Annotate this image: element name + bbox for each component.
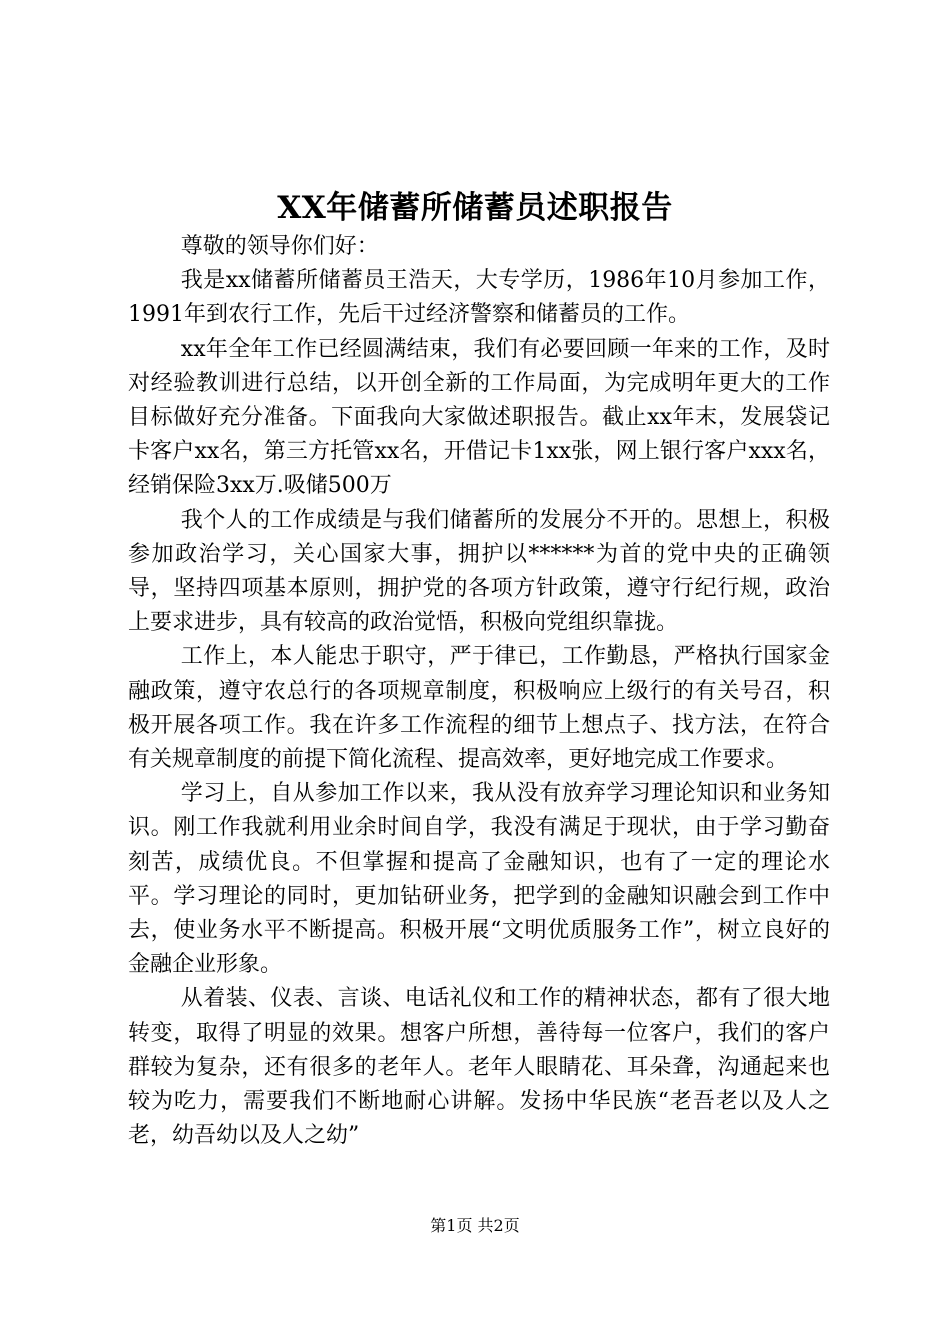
body-paragraph: xx年全年工作已经圆满结束，我们有必要回顾一年来的工作，及时对经验教训进行总结，以开创全新的工作局面，为完成明年更大的工作目标做好充分准备。下面我向大家做述职报告。截止xx年末，发展袋记卡客户xx名，第三方托管xx名，开借记卡1xx张，网上银行客户xxx名，经销保险3xx万.吸储500万	[128, 336, 830, 499]
page-number-footer: 第1页 共2页	[430, 1216, 520, 1235]
document-body	[128, 230, 830, 1153]
salutation-paragraph: 尊敬的领导你们好：	[180, 234, 379, 259]
body-paragraph: 我是xx储蓄所储蓄员王浩天，大专学历，1986年10月参加工作，1991年到农行工作，先后干过经济警察和储蓄员的工作。	[128, 268, 830, 328]
document-title: XX年储蓄所储蓄员述职报告	[277, 190, 673, 226]
body-paragraph: 从着装、仪表、言谈、电话礼仪和工作的精神状态，都有了很大地转变，取得了明显的效果。想客户所想，善待每一位客户，我们的客户群较为复杂，还有很多的老年人。老年人眼睛花、耳朵聋，沟通起来也较为吃力，需要我们不断地耐心讲解。发扬中华民族“老吾老以及人之老，幼吾幼以及人之幼”	[128, 986, 830, 1149]
body-paragraph: 学习上，自从参加工作以来，我从没有放弃学习理论知识和业务知识。刚工作我就利用业余时间自学，我没有满足于现状，由于学习勤奋刻苦，成绩优良。不但掌握和提高了金融知识，也有了一定的理论水平。学习理论的同时，更加钻研业务，把学到的金融知识融会到工作中去，使业务水平不断提高。积极开展“文明优质服务工作”，树立良好的金融企业形象。	[128, 781, 830, 978]
body-paragraph: 我个人的工作成绩是与我们储蓄所的发展分不开的。思想上，积极参加政治学习，关心国家大事，拥护以******为首的党中央的正确领导，坚持四项基本原则，拥护党的各项方针政策，遵守行纪行规，政治上要求进步，具有较高的政治觉悟，积极向党组织靠拢。	[128, 507, 830, 636]
body-paragraph: 工作上，本人能忠于职守，严于律已，工作勤恳，严格执行国家金融政策，遵守农总行的各项规章制度，积极响应上级行的有关号召，积极开展各项工作。我在许多工作流程的细节上想点子、找方法，在符合有关规章制度的前提下简化流程、提高效率，更好地完成工作要求。	[128, 644, 830, 773]
